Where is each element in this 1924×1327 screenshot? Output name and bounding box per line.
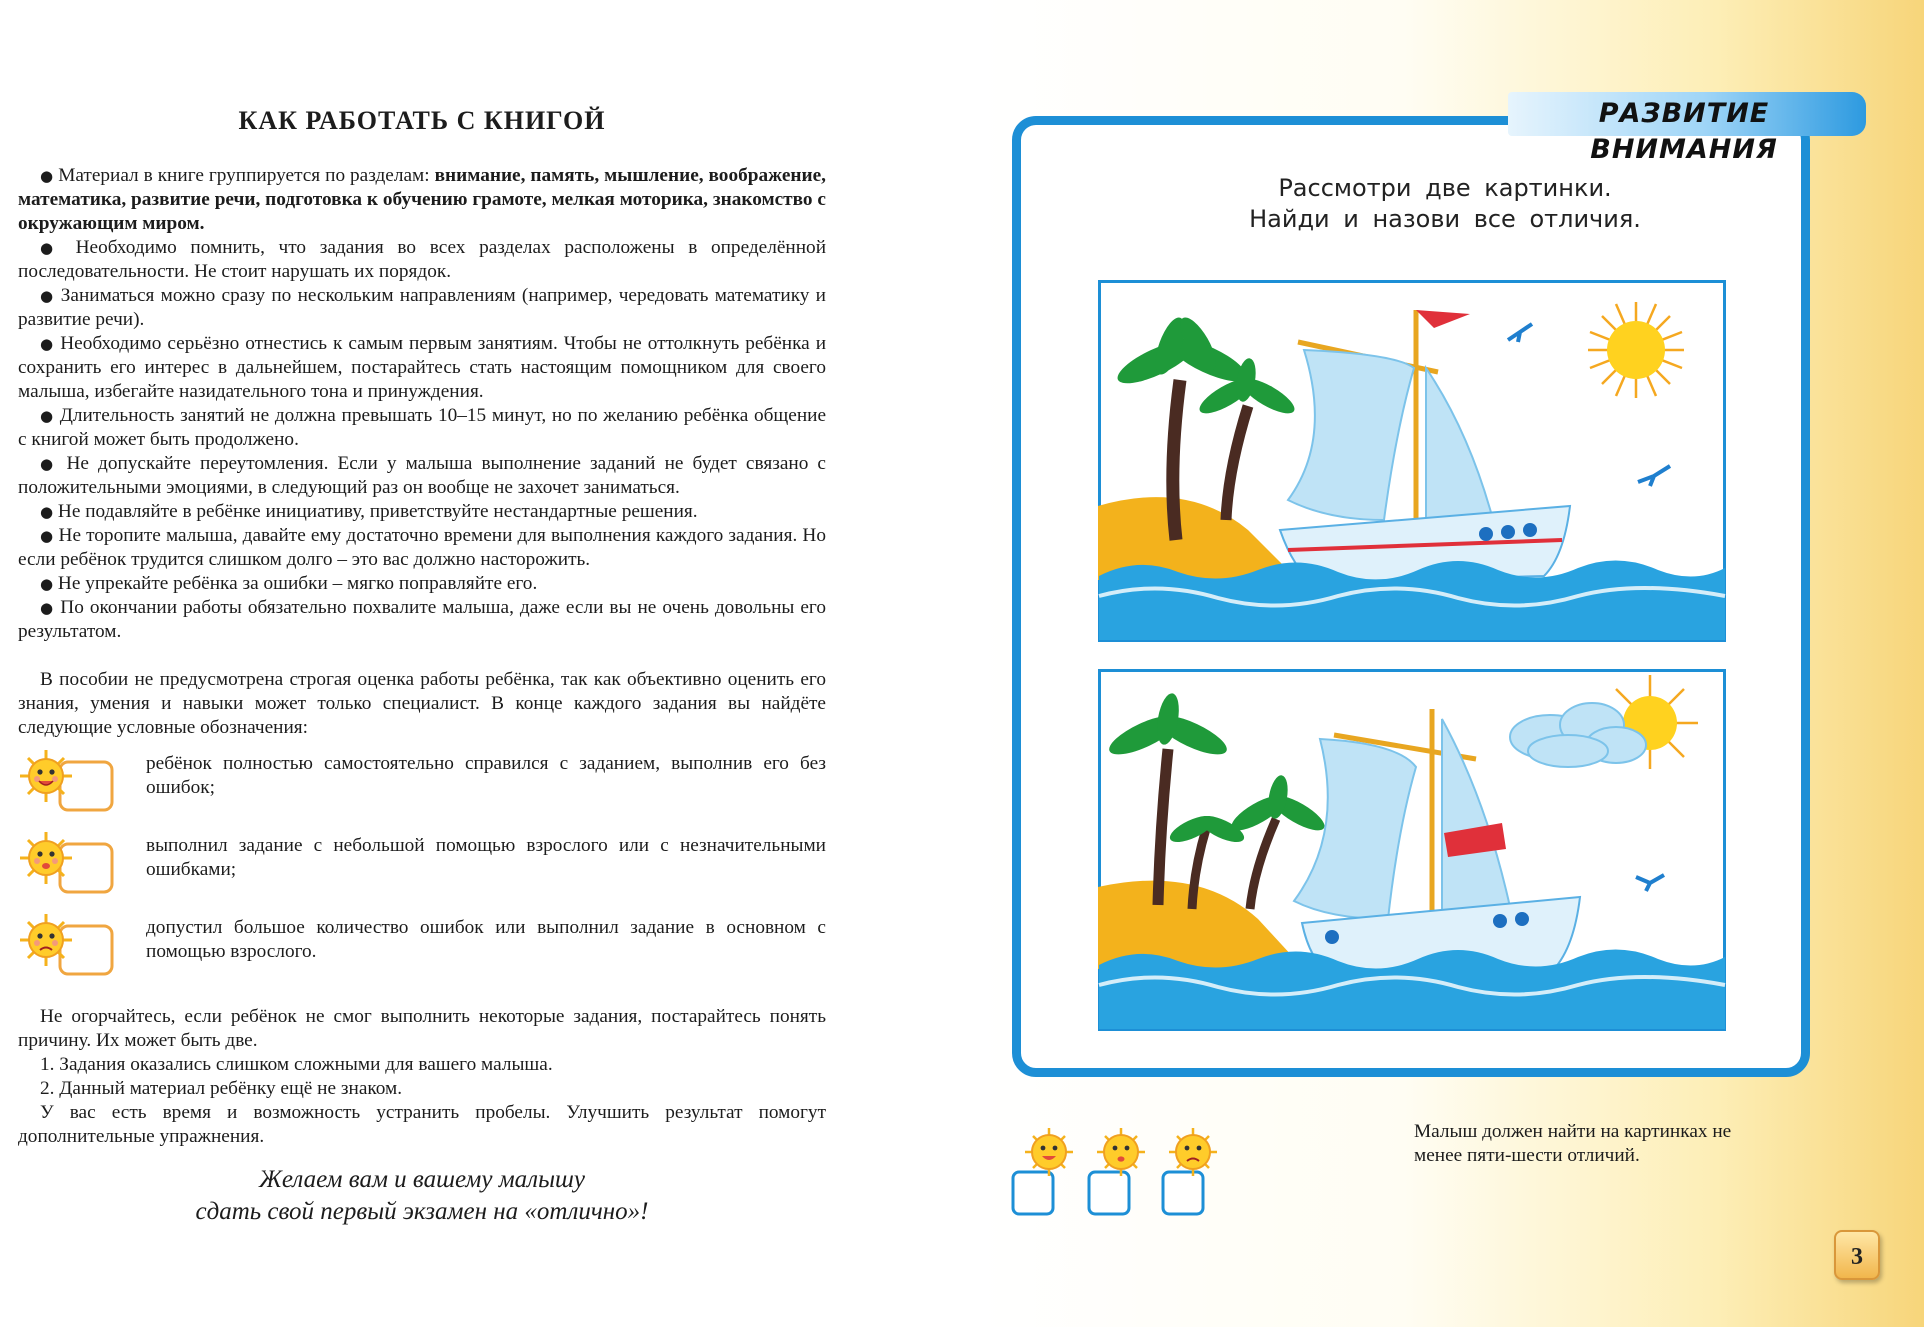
- wish-line: Желаем вам и вашему малышу: [259, 1166, 585, 1193]
- bullet-paragraph: ● По окончании работы обязательно похвалите малыша, даже если вы не очень довольны его результатом.: [18, 597, 826, 642]
- picture-two: [1098, 669, 1726, 1031]
- picture-one: [1098, 280, 1726, 642]
- wish-line: сдать свой первый экзамен на «отлично»!: [195, 1198, 649, 1225]
- bullet-paragraph: ● Не допускайте переутомления. Если у малыша выполнение заданий не будет связано с положительными эмоциями, в следующий раз он вообще не захочет заниматься.: [18, 453, 826, 498]
- legend-row: [18, 828, 826, 898]
- assessment-sun-2: [1089, 1128, 1145, 1214]
- bullet-paragraph: ● Материал в книге группируется по разделам: внимание, память, мышление, воображение, математика, развитие речи, подготовка к обучению грамоте, мелкая моторика, знакомство с окружающим миром.: [18, 165, 826, 234]
- bullet-icon: ●: [40, 335, 55, 353]
- self-assessment-boxes: [1005, 1120, 1245, 1220]
- bullet-icon: ●: [40, 287, 55, 305]
- bullet-icon: ●: [40, 527, 54, 545]
- bullet-icon: ●: [40, 599, 55, 617]
- closing-paragraph: 2. Данный материал ребёнку ещё не знаком.: [40, 1078, 403, 1099]
- legend-text: выполнил задание с небольшой помощью взрослого или с незначительными ошибками;: [146, 835, 826, 880]
- wish-text: [18, 1164, 826, 1228]
- bullet-paragraph: ● Заниматься можно сразу по нескольким направлениям (например, чередовать математику и развитие речи).: [18, 285, 826, 330]
- bullet-icon: ●: [40, 167, 54, 185]
- legend-text: ребёнок полностью самостоятельно справился с заданием, выполнив его без ошибок;: [146, 753, 826, 798]
- exercise-instruction: [1060, 173, 1830, 235]
- bullet-paragraph: ● Не упрекайте ребёнка за ошибки – мягко поправляйте его.: [40, 573, 538, 594]
- instruction-line: Рассмотри две картинки.: [1278, 174, 1612, 202]
- assessment-intro: В пособии не предусмотрена строгая оценка работы ребёнка, так как объективно оценить его знания, умения и навыки может только специалист. В конце каждого задания вы найдёте следующие условные обозначения:: [18, 669, 826, 738]
- bullet-paragraph: ● Не торопите малыша, давайте ему достаточно времени для выполнения каждого задания. Но если ребёнок трудится слишком долго – это вас должно насторожить.: [18, 525, 826, 570]
- legend-text: допустил большое количество ошибок или выполнил задание в основном с помощью взрослого.: [146, 917, 826, 962]
- page-title: КАК РАБОТАТЬ С КНИГОЙ: [238, 106, 606, 135]
- legend-row: [18, 746, 826, 816]
- bullet-icon: ●: [40, 239, 62, 257]
- instruction-line: Найди и назови все отличия.: [1249, 205, 1641, 233]
- bullet-paragraph: ● Необходимо помнить, что задания во всех разделах расположены в определённой последовательности. Не стоит нарушать их порядок.: [18, 237, 827, 282]
- closing-paragraph: У вас есть время и возможность устранить пробелы. Улучшить результат помогут дополнительные упражнения.: [18, 1102, 826, 1147]
- bullet-icon: ●: [40, 575, 54, 593]
- sun-smiling-icon: [18, 746, 118, 816]
- bullet-icon: ●: [40, 407, 54, 425]
- bullet-icon: ●: [40, 455, 58, 473]
- expected-result-text: Малыш должен найти на картинках не менее пяти-шести отличий.: [1414, 1121, 1732, 1166]
- closing-text: [18, 1005, 826, 1149]
- sun-neutral-icon: [18, 828, 118, 898]
- bullet-paragraph: ● Необходимо серьёзно отнестись к самым первым занятиям. Чтобы не оттолкнуть ребёнка и сохранить его интерес в дальнейшем, постарайтесь стать настоящим помощником для своего малыша, избегайте назидательного тона и принуждения.: [18, 333, 827, 402]
- closing-paragraph: Не огорчайтесь, если ребёнок не смог выполнить некоторые задания, постарайтесь понять причину. Их может быть две.: [18, 1006, 826, 1051]
- closing-paragraph: 1. Задания оказались слишком сложными для вашего малыша.: [40, 1054, 553, 1075]
- bullet-paragraph: ● Не подавляйте в ребёнке инициативу, приветствуйте нестандартные решения.: [40, 501, 698, 522]
- legend-row: [18, 910, 826, 980]
- section-list: внимание, память, мышление, воображение, математика, развитие речи, подготовка к обучению грамоте, мелкая моторика, знакомство с окружающим миром.: [18, 165, 826, 234]
- instructions-body: [18, 164, 826, 740]
- bullet-paragraph: ● Длительность занятий не должна превышать 10–15 минут, но по желанию ребёнка общение с книгой может быть продолжено.: [18, 405, 827, 450]
- sun-sad-icon: [18, 910, 118, 980]
- section-banner-label: РАЗВИТИЕ ВНИМАНИЯ: [1590, 98, 1778, 165]
- assessment-sun-3: [1163, 1128, 1217, 1214]
- bullet-icon: ●: [40, 503, 54, 521]
- assessment-sun-1: [1013, 1128, 1073, 1214]
- page-number: 3: [1834, 1230, 1880, 1280]
